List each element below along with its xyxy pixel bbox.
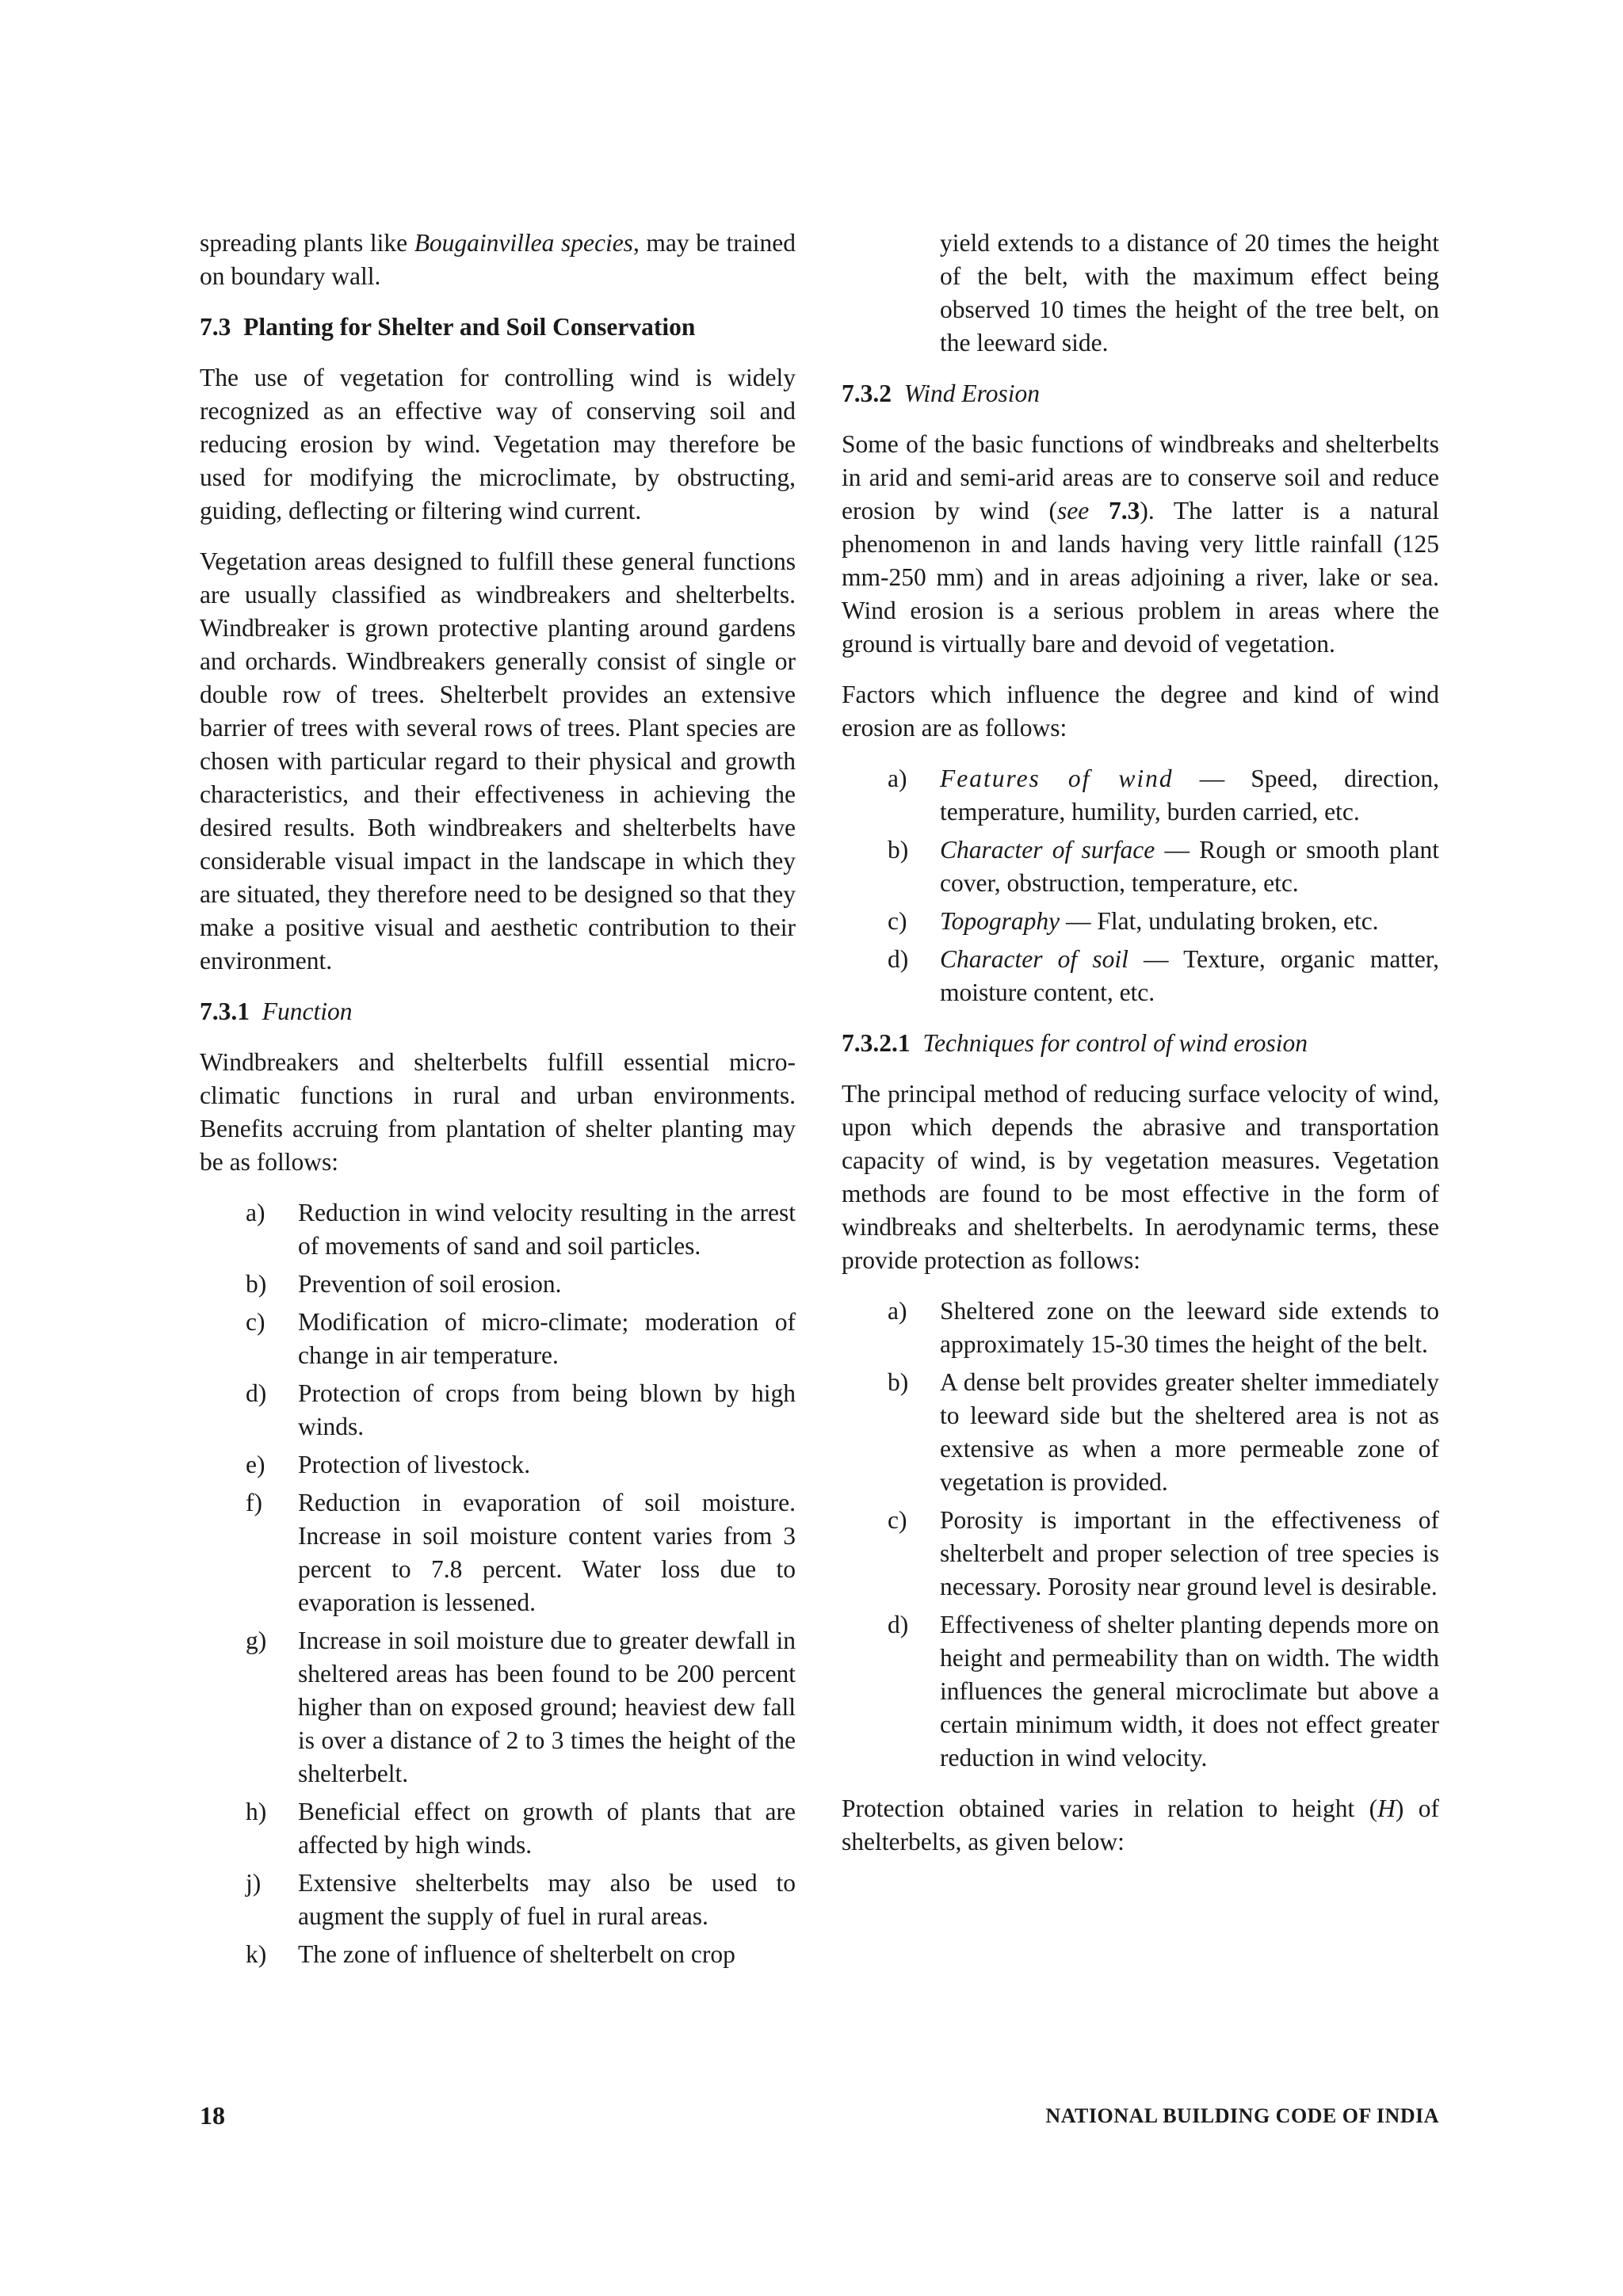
- list-item: d) Effectiveness of shelter planting depends more on height and permeability than on width. The width influences the general microclimate but above a certain minimum width, it does not effect greater reduction in wind velocity.: [888, 1611, 1439, 1772]
- list-item-continuation: yield extends to a distance of 20 times the height of the belt, with the maximum effect being observed 10 times the height of the tree belt, on the leeward side.: [940, 229, 1439, 357]
- section-heading-7-3-2-1: 7.3.2.1 Techniques for control of wind erosion: [842, 1029, 1308, 1057]
- list-item: g) Increase in soil moisture due to greater dewfall in sheltered areas has been found to be 200 percent higher than on exposed ground; heaviest dew fall is over a distance of 2 to 3 times the height of the shelterbelt.: [246, 1627, 796, 1787]
- list-item: c) Modification of micro-climate; moderation of change in air temperature.: [246, 1308, 796, 1369]
- list-item: b) A dense belt provides greater shelter immediately to leeward side but the sheltered area is not as extensive as when a more permeable zone of vegetation is provided.: [888, 1368, 1439, 1496]
- paragraph-protection-height: Protection obtained varies in relation to height (H) of shelterbelts, as given below:: [842, 1794, 1440, 1855]
- factors-list: [842, 762, 1439, 1009]
- list-item: d) Character of soil — Texture, organic matter, moisture content, etc.: [888, 945, 1439, 1006]
- paragraph-windbreakers: Vegetation areas designed to fulfill these general functions are usually classified as windbreakers and shelterbelts. Windbreaker is grown protective planting around gardens and orchards. Windbreakers generally consist of single or double row of trees. Shelterbelt provides an extensive barrier of trees with several rows of trees. Plant species are chosen with particular regard to their physical and growth characteristics, and their effectiveness in achieving the desired results. Both windbreakers and shelterbelts have considerable visual impact in the landscape in which they are situated, they therefore need to be designed so that they make a positive visual and aesthetic contribution to their environment.: [200, 547, 796, 974]
- list-item: j) Extensive shelterbelts may also be used to augment the supply of fuel in rural areas.: [246, 1869, 796, 1930]
- list-item: f) Reduction in evaporation of soil moisture. Increase in soil moisture content varies from 3 percent to 7.8 percent. Water loss due to evaporation is lessened.: [246, 1489, 796, 1616]
- list-item: h) Beneficial effect on growth of plants that are affected by high winds.: [246, 1798, 796, 1859]
- paragraph-techniques: The principal method of reducing surface velocity of wind, upon which depends the abrasive and transportation capacity of wind, is by vegetation measures. Vegetation methods are found to be most effective in the form of windbreaks and shelterbelts. In aerodynamic terms, these provide protection as follows:: [842, 1080, 1439, 1274]
- section-heading-7-3-1: 7.3.1 Function: [200, 997, 353, 1025]
- list-item: a) Sheltered zone on the leeward side extends to approximately 15-30 times the height of the belt.: [888, 1297, 1439, 1358]
- list-item: b) Character of surface — Rough or smooth plant cover, obstruction, temperature, etc.: [888, 836, 1439, 897]
- running-footer-title: NATIONAL BUILDING CODE OF INDIA: [1045, 2104, 1439, 2127]
- paragraph-factors: Factors which influence the degree and kind of wind erosion are as follows:: [842, 681, 1439, 742]
- list-item: a) Features of wind — Speed, direction, temperature, humility, burden carried, etc.: [888, 765, 1439, 826]
- list-item: c) Porosity is important in the effectiveness of shelterbelt and proper selection of tree species is necessary. Porosity near ground level is desirable.: [888, 1506, 1439, 1600]
- list-item: a) Reduction in wind velocity resulting in the arrest of movements of sand and soil particles.: [246, 1199, 796, 1260]
- paragraph-continuation: spreading plants like Bougainvillea species, may be trained on boundary wall.: [200, 229, 796, 290]
- cross-reference-link[interactable]: 7.3: [1108, 497, 1140, 524]
- paragraph-benefits: Windbreakers and shelterbelts fulfill essential micro-climatic functions in rural and urban environments. Benefits accruing from plantation of shelter planting may be as follows:: [200, 1048, 796, 1176]
- paragraph-wind-erosion: Some of the basic functions of windbreaks and shelterbelts in arid and semi-arid areas are to conserve soil and reduce erosion by wind (see 7.3). The latter is a natural phenomenon in and lands having very little rainfall (125 mm-250 mm) and in areas adjoining a river, lake or sea. Wind erosion is a serious problem in areas where the ground is virtually bare and devoid of vegetation.: [842, 430, 1439, 658]
- page-number: 18: [200, 2101, 225, 2130]
- left-column: [200, 227, 796, 1989]
- list-item: e) Protection of livestock.: [246, 1451, 531, 1478]
- section-heading-7-3: 7.3 Planting for Shelter and Soil Conservation: [200, 313, 696, 341]
- benefits-list: [200, 1196, 796, 1971]
- list-item: b) Prevention of soil erosion.: [246, 1270, 562, 1298]
- list-item: k) The zone of influence of shelterbelt on crop: [246, 1940, 735, 1968]
- list-item: c) Topography — Flat, undulating broken, etc.: [888, 907, 1379, 935]
- section-heading-7-3-2: 7.3.2 Wind Erosion: [842, 379, 1040, 407]
- paragraph-vegetation-wind: The use of vegetation for controlling wind is widely recognized as an effective way of conserving soil and reducing erosion by wind. Vegetation may therefore be used for modifying the microclimate, by obstructing, guiding, deflecting or filtering wind current.: [200, 364, 796, 524]
- list-item: d) Protection of crops from being blown by high winds.: [246, 1379, 796, 1440]
- right-column: [842, 227, 1439, 1876]
- species-name: Bougainvillea species: [414, 229, 633, 257]
- protection-list: [842, 1295, 1439, 1775]
